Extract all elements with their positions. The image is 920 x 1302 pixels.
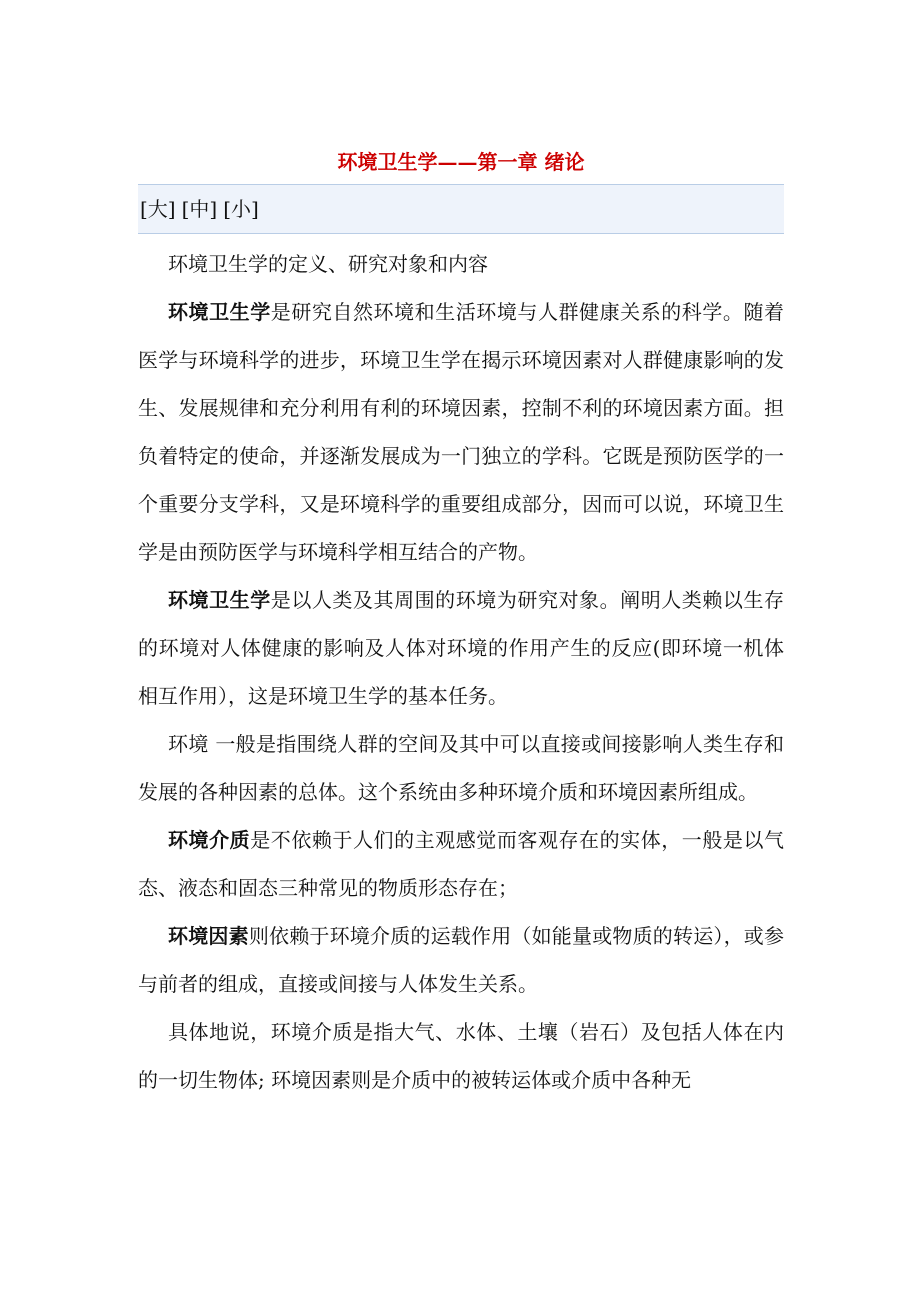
paragraph-6-text: 则依赖于环境介质的运载作用（如能量或物质的转运），或参与前者的组成，直接或间接与人体发生关系。	[138, 924, 785, 996]
paragraph-3-text: 是以人类及其周围的环境为研究对象。阐明人类赖以生存的环境对人体健康的影响及人体对环境的作用产生的反应(即环境一机体相互作用），这是环境卫生学的基本任务。	[138, 588, 785, 708]
paragraph-2	[138, 288, 784, 576]
font-size-controls	[138, 184, 784, 234]
paragraph-3	[138, 576, 784, 720]
paragraph-7-text: 具体地说，环境介质是指大气、水体、土壤（岩石）及包括人体在内的一切生物体; 环境因素则是介质中的被转运体或介质中各种无	[138, 1020, 784, 1092]
paragraph-6	[138, 912, 784, 1008]
article-body	[138, 240, 784, 1104]
page-title: 环境卫生学——第一章 绪论	[337, 150, 585, 174]
paragraph-1	[138, 240, 784, 288]
paragraph-5-text: 是不依赖于人们的主观感觉而客观存在的实体，一般是以气态、液态和固态三种常见的物质形态存在；	[138, 828, 785, 900]
font-size-medium-link[interactable]: [中]	[181, 197, 218, 221]
paragraph-1-text: 环境卫生学的定义、研究对象和内容	[168, 252, 488, 276]
document-page	[138, 140, 784, 1104]
paragraph-5	[138, 816, 784, 912]
paragraph-5-term: 环境介质	[168, 828, 251, 852]
font-size-small-link[interactable]: [小]	[223, 197, 259, 221]
paragraph-2-text: 是研究自然环境和生活环境与人群健康关系的科学。随着医学与环境科学的进步，环境卫生学在揭示环境因素对人群健康影响的发生、发展规律和充分利用有利的环境因素，控制不利的环境因素方面。担负着特定的使命，并逐渐发展成为一门独立的学科。它既是预防医学的一个重要分支学科，又是环境科学的重要组成部分，因而可以说，环境卫生学是由预防医学与环境科学相互结合的产物。	[138, 300, 785, 564]
paragraph-2-term: 环境卫生学	[168, 300, 271, 324]
font-size-large-link[interactable]: [大]	[140, 197, 176, 221]
paragraph-4-text: 环境 一般是指围绕人群的空间及其中可以直接或间接影响人类生存和发展的各种因素的总体。这个系统由多种环境介质和环境因素所组成。	[138, 732, 784, 804]
paragraph-6-term: 环境因素	[168, 924, 249, 948]
paragraph-4	[138, 720, 784, 816]
paragraph-3-term: 环境卫生学	[168, 588, 271, 612]
paragraph-7	[138, 1008, 784, 1104]
